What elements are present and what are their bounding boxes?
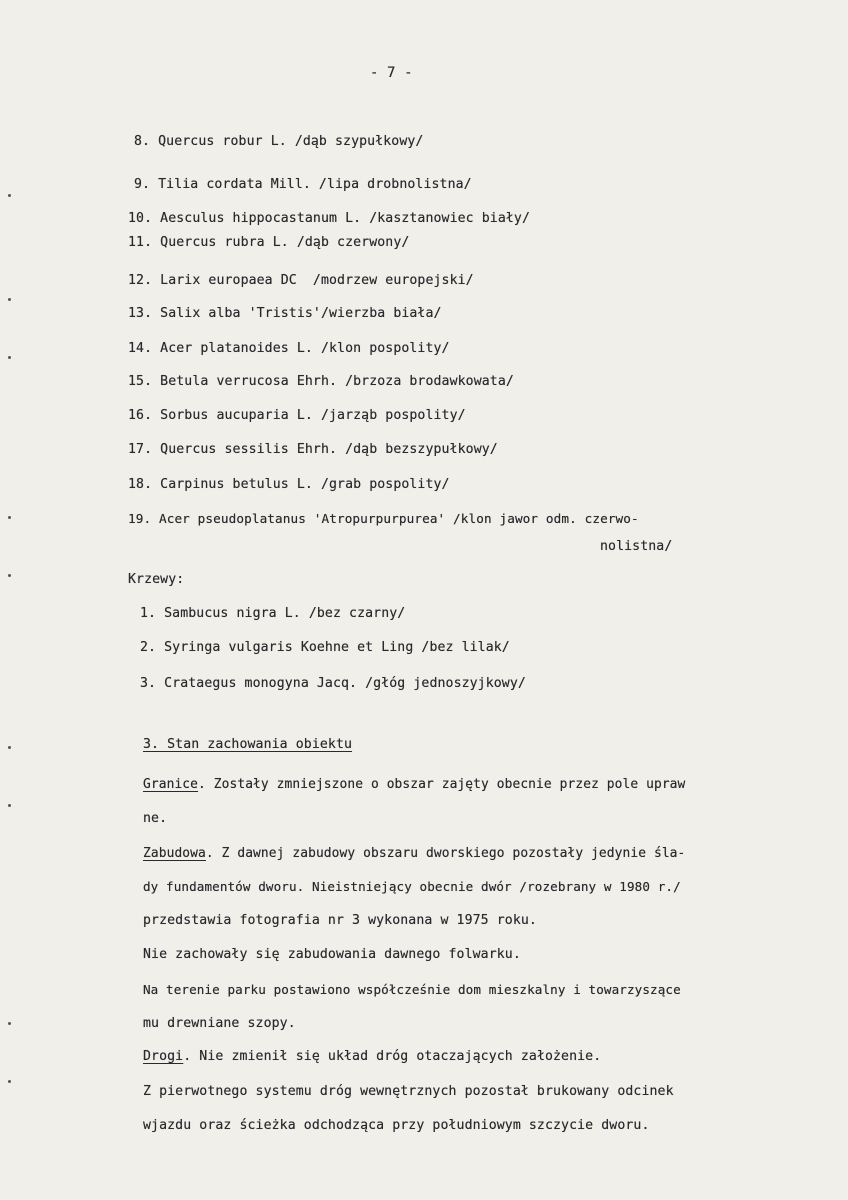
granice-label: Granice [143, 777, 199, 792]
item-text: Syringa vulgaris Koehne et Ling /bez lilak/ [164, 640, 510, 655]
margin-dot [8, 574, 11, 577]
item-number: 11. [128, 235, 153, 250]
zabudowa-text: . Z dawnej zabudowy obszaru dworskiego pozostały jedynie śla- [205, 846, 686, 861]
margin-dot [8, 804, 11, 807]
paragraph-line: Z pierwotnego systemu dróg wewnętrznych pozostał brukowany odcinek [143, 1084, 674, 1099]
paragraph-line: Nie zachowały się zabudowania dawnego folwarku. [143, 947, 521, 962]
list-item [128, 476, 450, 494]
item-text: Betula verrucosa Ehrh. /brzoza brodawkowata/ [160, 374, 514, 389]
margin-dot [8, 194, 11, 197]
list-item [134, 133, 423, 151]
paragraph-line: przedstawia fotografia nr 3 wykonana w 1975 roku. [143, 913, 537, 928]
list-item [128, 340, 450, 358]
item-number: 1. [140, 606, 157, 621]
item-number: 3. [140, 676, 157, 691]
list-item [140, 639, 510, 657]
list-item [140, 605, 405, 623]
item-text: Tilia cordata Mill. /lipa drobnolistna/ [158, 177, 472, 192]
item-number: 19. [128, 511, 152, 526]
item-number: 16. [128, 408, 153, 423]
item-text: Salix alba 'Tristis'/wierzba biała/ [160, 306, 442, 321]
list-item [128, 407, 466, 425]
item-number: 17. [128, 442, 153, 457]
item-text: Acer platanoides L. /klon pospolity/ [160, 341, 450, 356]
list-item [134, 176, 472, 194]
item-number: 10. [128, 211, 153, 226]
list-item [128, 210, 530, 228]
list-item [128, 441, 498, 459]
item-text: Quercus sessilis Ehrh. /dąb bezszypułkowy/ [160, 442, 498, 457]
paragraph-line: Na terenie parku postawiono współcześnie dom mieszkalny i towarzyszące [143, 982, 681, 997]
item-text: Larix europaea DC /modrzew europejski/ [160, 273, 474, 288]
margin-dot [8, 516, 11, 519]
item-number: 9. [134, 177, 151, 192]
item-number: 12. [128, 273, 153, 288]
list-item [128, 510, 639, 528]
item-text: Carpinus betulus L. /grab pospolity/ [160, 477, 450, 492]
paragraph-line [143, 845, 685, 863]
list-item [128, 373, 514, 391]
margin-dot [8, 1022, 11, 1025]
margin-dot [8, 746, 11, 749]
paragraph-line [143, 1048, 601, 1066]
item-text: Crataegus monogyna Jacq. /głóg jednoszyjkowy/ [164, 676, 526, 691]
item-text: Sorbus aucuparia L. /jarząb pospolity/ [160, 408, 466, 423]
list-item [128, 305, 442, 323]
drogi-label: Drogi [143, 1049, 184, 1064]
granice-text: . Zostały zmniejszone o obszar zajęty obecnie przez pole upraw [198, 777, 686, 792]
item-number: 8. [134, 134, 151, 149]
item-text: Acer pseudoplatanus 'Atropurpurpurea' /klon jawor odm. czerwo- [158, 511, 639, 526]
list-item [128, 272, 474, 290]
item-text: Quercus rubra L. /dąb czerwony/ [160, 235, 410, 250]
paragraph-line: ne. [143, 811, 168, 826]
drogi-text: . Nie zmienił się układ dróg otaczających założenie. [183, 1049, 602, 1064]
paragraph-line: wjazdu oraz ścieżka odchodząca przy południowym szczycie dworu. [143, 1118, 650, 1133]
item-number: 2. [140, 640, 157, 655]
item-text: Sambucus nigra L. /bez czarny/ [164, 606, 406, 621]
item-number: 18. [128, 477, 153, 492]
paragraph-line: dy fundamentów dworu. Nieistniejący obecnie dwór /rozebrany w 1980 r./ [143, 879, 681, 894]
section-heading: 3. Stan zachowania obiektu [143, 737, 353, 752]
zabudowa-label: Zabudowa [143, 846, 206, 861]
item-text: Aesculus hippocastanum L. /kasztanowiec biały/ [160, 211, 530, 226]
list-item [140, 675, 526, 693]
paragraph-line: mu drewniane szopy. [143, 1016, 296, 1031]
shrubs-heading: Krzewy: [128, 572, 185, 587]
item-number: 13. [128, 306, 153, 321]
list-item [128, 234, 409, 252]
margin-dot [8, 356, 11, 359]
margin-dot [8, 1080, 11, 1083]
page-number: - 7 - [370, 65, 413, 81]
margin-dot [8, 298, 11, 301]
list-item-continuation: nolistna/ [600, 539, 673, 554]
item-text: Quercus robur L. /dąb szypułkowy/ [158, 134, 424, 149]
paragraph-line [143, 776, 685, 794]
item-number: 15. [128, 374, 153, 389]
item-number: 14. [128, 341, 153, 356]
